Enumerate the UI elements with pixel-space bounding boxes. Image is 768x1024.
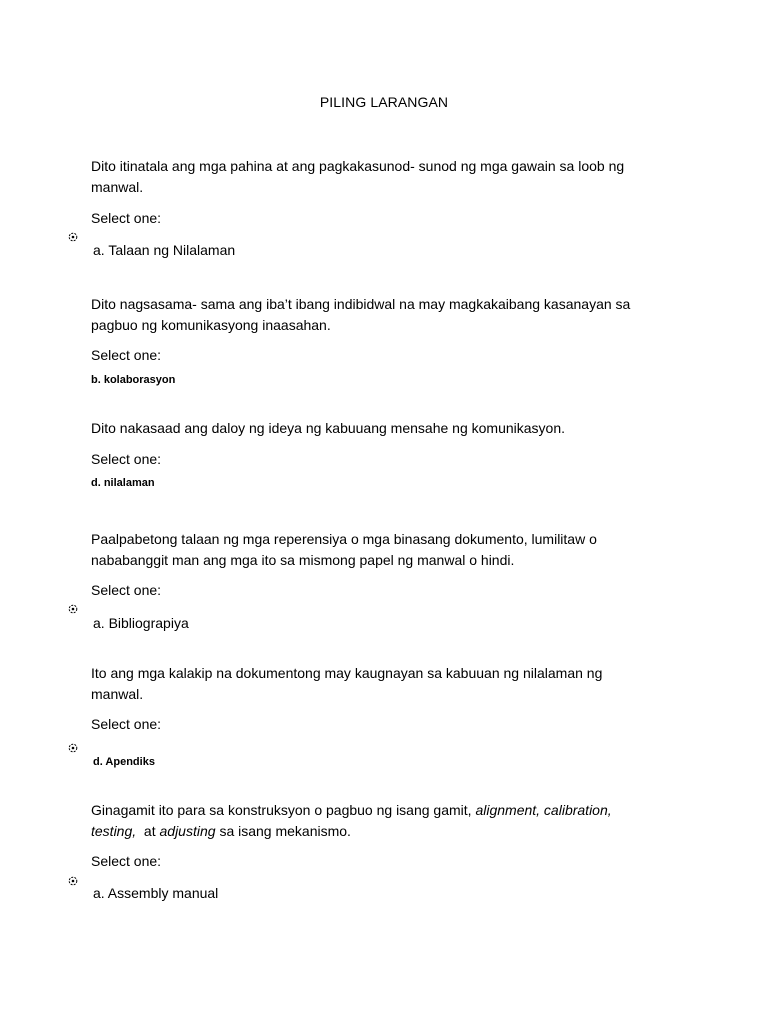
- question-4-line-2: nababanggit man ang mga ito sa mismong papel ng manwal o hindi.: [91, 552, 515, 568]
- question-5-text: [91, 663, 691, 705]
- question-6-line-2-post: sa isang mekanismo.: [219, 823, 351, 839]
- question-1-answer: a. Talaan ng Nilalaman: [93, 242, 236, 258]
- question-2-select-label: Select one:: [91, 347, 162, 363]
- question-2-line-2: pagbuo ng komunikasyong inaasahan.: [91, 317, 331, 333]
- question-1-radio-icon[interactable]: [68, 232, 78, 242]
- question-5-radio-icon[interactable]: [68, 743, 78, 753]
- question-2-line-1: Dito nagsasama- sama ang iba’t ibang indibidwal na may magkakaibang kasanayan sa: [91, 296, 631, 312]
- question-6-select-label: Select one:: [91, 853, 162, 869]
- question-6-radio-icon[interactable]: [68, 876, 78, 886]
- question-5-line-2: manwal.: [91, 686, 144, 702]
- question-1-line-2: manwal.: [91, 179, 144, 195]
- question-6-line-2-em-1: testing,: [91, 823, 137, 839]
- question-3-answer: d. nilalaman: [91, 477, 155, 489]
- question-4-select-label: Select one:: [91, 582, 162, 598]
- question-2-text: [91, 294, 691, 336]
- question-2-answer: b. kolaborasyon: [91, 374, 176, 386]
- question-3-text: [91, 418, 691, 439]
- question-5-line-1: Ito ang mga kalakip na dokumentong may kaugnayan sa kabuuan ng nilalaman ng: [91, 665, 603, 681]
- question-6-answer: a. Assembly manual: [93, 885, 219, 901]
- question-4-answer: a. Bibliograpiya: [93, 615, 189, 631]
- page-title: PILING LARANGAN: [319, 94, 449, 110]
- question-1-select-label: Select one:: [91, 210, 162, 226]
- question-3-line-1: Dito nakasaad ang daloy ng ideya ng kabuuang mensahe ng komunikasyon.: [91, 420, 565, 436]
- question-6-line-1-pre: Ginagamit ito para sa konstruksyon o pagbuo ng isang gamit,: [91, 802, 472, 818]
- question-1-text: [91, 156, 691, 198]
- question-1-line-1: Dito itinatala ang mga pahina at ang pagkakasunod- sunod ng mga gawain sa loob ng: [91, 158, 625, 174]
- question-6-line-2-mid: at: [143, 823, 156, 839]
- question-6-text: [91, 800, 691, 842]
- question-4-line-1: Paalpabetong talaan ng mga reperensiya o mga binasang dokumento, lumilitaw o: [91, 531, 597, 547]
- question-5-answer: d. Apendiks: [93, 756, 155, 768]
- question-6-line-2-em-2: adjusting: [159, 823, 216, 839]
- question-5-select-label: Select one:: [91, 716, 162, 732]
- question-4-text: [91, 529, 691, 571]
- question-4-radio-icon[interactable]: [68, 604, 78, 614]
- question-3-select-label: Select one:: [91, 451, 162, 467]
- question-6-line-1-em: alignment, calibration,: [475, 802, 612, 818]
